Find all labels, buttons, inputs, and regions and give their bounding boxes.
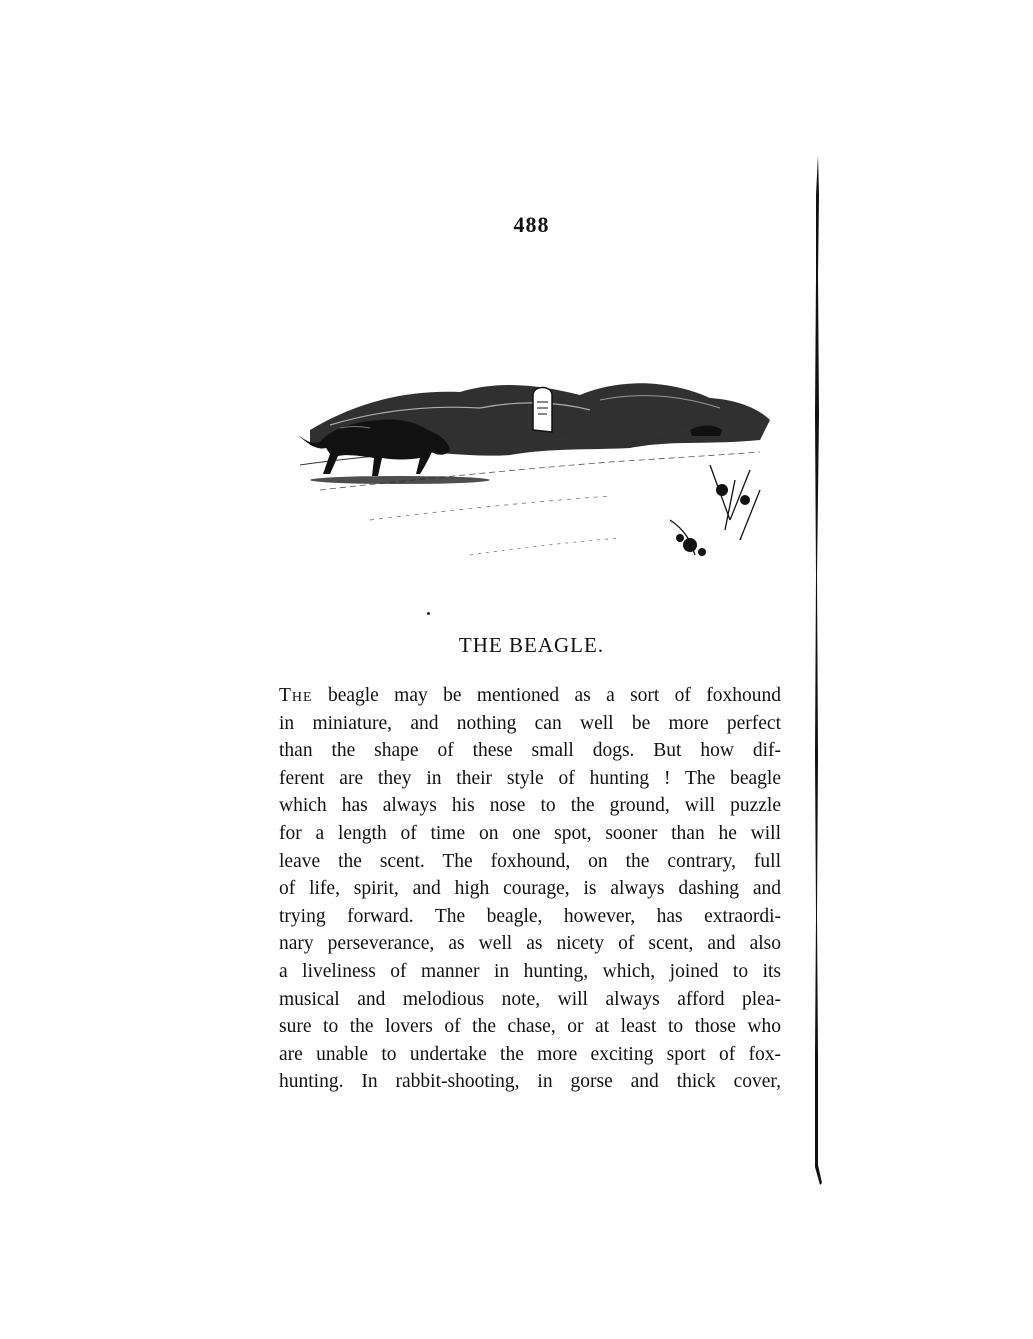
text-line	[279, 682, 781, 710]
text-line-content: beagle may be mentioned as a sort of foxhound	[327, 685, 782, 706]
text-line: in miniature, and nothing can well be more perfect	[279, 712, 781, 734]
text-line: for a length of time on one spot, sooner than he will	[279, 822, 781, 844]
text-line: than the shape of these small dogs. But how dif-	[279, 740, 781, 762]
text-line: which has always his nose to the ground, will puzzle	[279, 795, 781, 817]
beagle-illustration	[290, 370, 780, 585]
body-text	[279, 682, 781, 1096]
ornament-dot	[427, 612, 430, 615]
text-line: leave the scent. The foxhound, on the contrary, full	[279, 850, 781, 872]
page-number: 488	[513, 212, 550, 237]
page-binding-edge	[814, 155, 824, 1185]
text-line: nary perseverance, as well as nicety of scent, and also	[279, 933, 781, 955]
text-line: musical and melodious note, will always afford plea-	[279, 988, 781, 1010]
text-line: are unable to undertake the more exciting sport of fox-	[279, 1043, 781, 1065]
first-word: The	[279, 685, 313, 706]
text-line: hunting. In rabbit-shooting, in gorse and thick cover,	[279, 1071, 781, 1093]
text-line: ferent are they in their style of hunting ! The beagle	[279, 767, 781, 789]
text-line: sure to the lovers of the chase, or at least to those who	[279, 1016, 781, 1038]
text-line: trying forward. The beagle, however, has extraordi-	[279, 905, 781, 927]
chapter-title: THE BEAGLE.	[458, 633, 605, 657]
text-line: of life, spirit, and high courage, is always dashing and	[279, 878, 781, 900]
text-line: a liveliness of manner in hunting, which, joined to its	[279, 960, 781, 982]
